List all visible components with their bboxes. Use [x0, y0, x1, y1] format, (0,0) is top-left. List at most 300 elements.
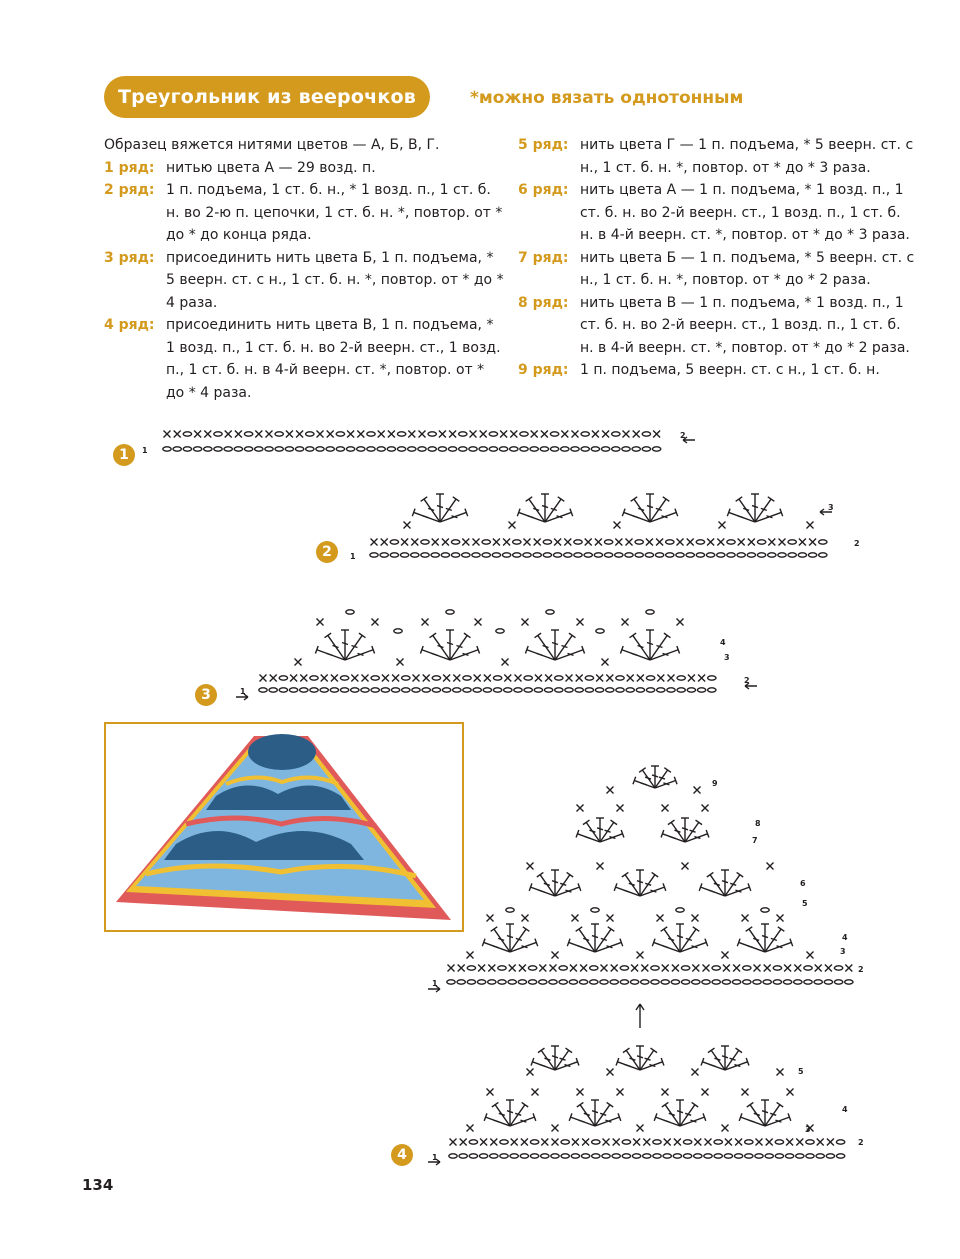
single-crochet [401, 539, 408, 546]
single-crochet [786, 1139, 793, 1146]
double-crochet-bar [515, 1113, 521, 1115]
single-crochet [643, 1139, 650, 1146]
chain-stitch [590, 966, 598, 970]
chain-stitch [469, 447, 477, 451]
chain-stitch [479, 1154, 487, 1158]
chain-stitch [571, 447, 579, 451]
single-crochet [422, 619, 429, 626]
chain-stitch [467, 966, 475, 970]
double-crochet-top [491, 927, 498, 932]
chain-stitch [390, 540, 398, 544]
chain-stitch [370, 553, 378, 557]
double-crochet-bar [631, 653, 637, 655]
single-crochet [617, 1089, 624, 1096]
double-crochet-top [746, 927, 753, 932]
double-crochet-bar [507, 936, 513, 938]
double-crochet-bar [592, 1111, 598, 1113]
chain-stitch [783, 980, 791, 984]
row-number: 4 [720, 638, 726, 647]
single-crochet [541, 431, 548, 438]
chain-stitch [630, 980, 638, 984]
double-crochet-top [430, 633, 437, 638]
chain-stitch [676, 553, 684, 557]
chain-stitch [646, 610, 654, 614]
chain-stitch [459, 1154, 467, 1158]
single-crochet [561, 431, 568, 438]
single-crochet [484, 675, 491, 682]
chain-stitch [540, 447, 548, 451]
double-crochet-top [526, 497, 533, 502]
chain-stitch [306, 447, 314, 451]
double-crochet-bar [579, 1120, 585, 1122]
chain-stitch [646, 688, 654, 692]
double-crochet-bar [494, 1120, 500, 1122]
row-label: 7 ряд: [518, 249, 569, 266]
single-crochet [467, 1125, 474, 1132]
chain-stitch [555, 688, 563, 692]
chain-stitch [269, 688, 277, 692]
double-crochet-bar [668, 938, 674, 940]
chain-stitch [686, 553, 694, 557]
single-crochet [742, 915, 749, 922]
double-crochet-top [608, 927, 615, 932]
double-crochet-bar [543, 645, 549, 647]
chain-stitch [595, 688, 603, 692]
single-crochet [295, 659, 302, 666]
chain-stitch [671, 980, 679, 984]
chain-stitch [265, 447, 273, 451]
double-crochet-top [538, 1048, 545, 1053]
chain-stitch [163, 447, 171, 451]
chain-stitch [585, 676, 593, 680]
single-crochet [413, 675, 420, 682]
single-crochet [664, 1139, 671, 1146]
chain-stitch [804, 966, 812, 970]
chain-stitch [367, 447, 375, 451]
chain-stitch [604, 540, 612, 544]
single-crochet [473, 539, 480, 546]
chain-stitch [346, 610, 354, 614]
chain-stitch [642, 447, 650, 451]
double-crochet-bar [730, 1058, 736, 1060]
row-text: нить цвета Б — 1 п. подъема, * 5 веерн. ст. с н., 1 ст. б. н. *, повтор. от * до * 2 раза. [580, 249, 915, 288]
chain-stitch [214, 432, 222, 436]
chain-stitch [377, 447, 385, 451]
chain-stitch [663, 1154, 671, 1158]
double-crochet-top [569, 633, 576, 638]
single-crochet [545, 675, 552, 682]
row-number: 2 [858, 965, 864, 974]
single-crochet [392, 675, 399, 682]
chain-stitch [651, 980, 659, 984]
single-crochet [467, 952, 474, 959]
row-number: 5 [802, 899, 808, 908]
row-text: нитью цвета А — 29 возд. п. [166, 159, 376, 176]
double-crochet-bar [670, 836, 676, 838]
chain-stitch [320, 688, 328, 692]
chain-stitch [645, 553, 653, 557]
double-crochet-bar [560, 883, 566, 885]
chain-stitch [590, 980, 598, 984]
double-crochet-top [610, 820, 617, 825]
chain-stitch [651, 966, 659, 970]
single-crochet [602, 659, 609, 666]
chain-stitch [743, 966, 751, 970]
chain-stitch [428, 447, 436, 451]
single-crochet [522, 619, 529, 626]
chain-stitch [422, 688, 430, 692]
chain-stitch [706, 553, 714, 557]
double-crochet-bar [752, 506, 758, 508]
single-crochet [738, 539, 745, 546]
single-crochet [164, 431, 171, 438]
single-crochet [439, 431, 446, 438]
single-crochet [631, 965, 638, 972]
single-crochet [827, 1139, 834, 1146]
chain-stitch [819, 553, 827, 557]
chain-stitch [763, 980, 771, 984]
chain-stitch [340, 676, 348, 680]
double-crochet-bar [578, 946, 584, 948]
chain-stitch [441, 553, 449, 557]
chain-stitch [520, 447, 528, 451]
chain-stitch [845, 980, 853, 984]
double-crochet-bar [326, 653, 332, 655]
double-crochet-bar [600, 1113, 606, 1115]
chain-stitch [612, 432, 620, 436]
chain-stitch [340, 688, 348, 692]
intro-text: Образец вяжется нитями цветов — А, Б, В, Г. [104, 137, 440, 153]
chain-stitch [652, 447, 660, 451]
double-crochet-bar [552, 1056, 558, 1058]
single-crochet [515, 675, 522, 682]
chain-stitch [745, 1140, 753, 1144]
chain-stitch [600, 980, 608, 984]
single-crochet [607, 1069, 614, 1076]
chain-stitch [510, 447, 518, 451]
single-crochet [582, 1139, 589, 1146]
chain-stitch [446, 610, 454, 614]
single-crochet [521, 1139, 528, 1146]
single-crochet [174, 431, 181, 438]
single-crochet [475, 619, 482, 626]
single-crochet [480, 1139, 487, 1146]
double-crochet-bar [645, 883, 651, 885]
single-crochet [450, 1139, 457, 1146]
section-title: Треугольник из веерочков [104, 76, 430, 118]
double-crochet-top [583, 820, 590, 825]
single-crochet [235, 431, 242, 438]
chain-stitch [594, 553, 602, 557]
double-crochet-bar [516, 938, 522, 940]
row-label: 2 ряд: [104, 182, 155, 198]
diagram-number-4: 4 [391, 1144, 413, 1166]
chain-stitch [336, 432, 344, 436]
double-crochet-bar [544, 883, 550, 885]
chain-stitch [571, 1154, 579, 1158]
chain-stitch [788, 553, 796, 557]
chain-stitch [677, 688, 685, 692]
double-crochet-bar [663, 946, 669, 948]
chain-stitch [816, 1154, 824, 1158]
chain-stitch [462, 553, 470, 557]
chain-stitch [625, 553, 633, 557]
single-crochet [637, 675, 644, 682]
diagram-number-2: 2 [316, 541, 338, 563]
chain-stitch [402, 676, 410, 680]
single-crochet [722, 1125, 729, 1132]
chain-stitch [543, 553, 551, 557]
single-crochet [570, 965, 577, 972]
single-crochet [719, 522, 726, 529]
chain-stitch [677, 676, 685, 680]
chain-stitch [592, 1140, 600, 1144]
single-crochet [404, 522, 411, 529]
chain-stitch [488, 980, 496, 984]
chain-stitch [492, 553, 500, 557]
single-crochet [692, 1069, 699, 1076]
chain-stitch [804, 980, 812, 984]
chain-stitch [336, 447, 344, 451]
row-text: нить цвета Г — 1 п. подъема, * 5 веерн. ст. с н., 1 ст. б. н. *, повтор. от * до * 3 раза. [580, 137, 914, 176]
chain-stitch [459, 432, 467, 436]
row-number: 4 [842, 1105, 848, 1114]
double-crochet-bar [749, 1120, 755, 1122]
double-crochet-bar [540, 1064, 546, 1066]
double-crochet-top [325, 633, 332, 638]
chain-stitch [412, 688, 420, 692]
double-crochet-bar [686, 938, 692, 940]
single-crochet [255, 431, 262, 438]
chain-stitch [326, 447, 334, 451]
chain-stitch [530, 1154, 538, 1158]
single-crochet [502, 659, 509, 666]
chain-stitch [806, 1140, 814, 1144]
double-crochet-top [664, 768, 671, 773]
chain-stitch [524, 676, 532, 680]
single-crochet [532, 1089, 539, 1096]
single-crochet [371, 539, 378, 546]
chain-stitch [745, 1154, 753, 1158]
single-crochet [674, 1139, 681, 1146]
single-crochet [606, 675, 613, 682]
chain-stitch [620, 980, 628, 984]
single-crochet [321, 675, 328, 682]
chain-stitch [702, 980, 710, 984]
chain-stitch [469, 1140, 477, 1144]
double-crochet-top [747, 1102, 754, 1107]
chain-stitch [592, 1154, 600, 1158]
single-crochet [290, 675, 297, 682]
single-crochet [204, 431, 211, 438]
double-crochet-bar [762, 1111, 768, 1113]
chain-stitch [569, 980, 577, 984]
double-crochet-bar [561, 645, 567, 647]
double-crochet-bar [446, 508, 452, 510]
single-crochet [603, 1139, 610, 1146]
chain-stitch [530, 447, 538, 451]
chain-stitch [591, 908, 599, 912]
row-text: нить цвета В — 1 п. подъема, * 1 возд. п., 1 ст. б. н. во 2-й веерн. ст., 1 возд. п., 1 ст. б. н. в 4-й веерн. ст. *, повтор. от * до * 2 раза. [580, 294, 910, 356]
single-crochet [777, 1069, 784, 1076]
chain-stitch [255, 447, 263, 451]
chain-stitch [666, 553, 674, 557]
double-crochet-bar [536, 653, 542, 655]
chain-stitch [657, 688, 665, 692]
double-crochet-bar [428, 508, 434, 510]
chain-stitch [541, 1154, 549, 1158]
single-crochet [490, 1139, 497, 1146]
double-crochet-bar [560, 1058, 566, 1060]
single-crochet [564, 539, 571, 546]
single-crochet [637, 952, 644, 959]
chain-stitch [279, 688, 287, 692]
chain-stitch [500, 1140, 508, 1144]
chain-stitch [508, 980, 516, 984]
single-crochet [633, 1139, 640, 1146]
chain-stitch [528, 966, 536, 970]
double-crochet-top [692, 1102, 699, 1107]
single-crochet [702, 1089, 709, 1096]
double-crochet-bar [743, 508, 749, 510]
row-number: 5 [798, 1067, 804, 1076]
chain-stitch [357, 447, 365, 451]
chain-stitch [553, 553, 561, 557]
chain-stitch [482, 540, 490, 544]
double-crochet-bar [539, 890, 545, 892]
chain-stitch [490, 1154, 498, 1158]
chain-stitch [550, 432, 558, 436]
single-crochet [270, 675, 277, 682]
single-crochet [626, 539, 633, 546]
chain-stitch [788, 540, 796, 544]
chain-stitch [814, 980, 822, 984]
single-crochet [717, 539, 724, 546]
chain-stitch [712, 966, 720, 970]
chain-stitch [612, 447, 620, 451]
double-crochet-bar [652, 775, 658, 777]
chain-stitch [514, 688, 522, 692]
chain-stitch [463, 688, 471, 692]
chain-stitch [259, 688, 267, 692]
row-number: 1 [350, 552, 356, 561]
double-crochet-bar [754, 1113, 760, 1115]
double-crochet-bar [528, 516, 534, 518]
double-crochet-top [522, 1102, 529, 1107]
diagram-number-1: 1 [113, 444, 135, 466]
chain-stitch [510, 1154, 518, 1158]
chain-stitch [391, 688, 399, 692]
double-crochet-bar [499, 1113, 505, 1115]
single-crochet [656, 539, 663, 546]
chain-stitch [550, 447, 558, 451]
double-crochet-bar [438, 645, 444, 647]
single-crochet [617, 805, 624, 812]
chain-stitch [451, 540, 459, 544]
single-crochet [766, 1139, 773, 1146]
chain-stitch [371, 676, 379, 680]
chain-stitch [428, 432, 436, 436]
double-crochet-top [565, 1048, 572, 1053]
row-number: 8 [755, 819, 761, 828]
chain-stitch [469, 1154, 477, 1158]
chain-stitch [483, 688, 491, 692]
double-crochet-bar [456, 645, 462, 647]
single-crochet [462, 539, 469, 546]
single-crochet [807, 952, 814, 959]
chain-stitch [472, 553, 480, 557]
single-crochet [809, 539, 816, 546]
chain-stitch [432, 688, 440, 692]
chain-stitch [622, 1140, 630, 1144]
double-crochet-top [359, 633, 366, 638]
single-crochet [694, 1139, 701, 1146]
single-crochet [682, 863, 689, 870]
chain-stitch [473, 688, 481, 692]
single-crochet [552, 952, 559, 959]
chain-stitch [244, 432, 252, 436]
chain-stitch [747, 553, 755, 557]
chain-stitch [704, 1154, 712, 1158]
single-crochet [653, 431, 660, 438]
single-crochet [408, 431, 415, 438]
page-number: 134 [82, 1176, 114, 1194]
single-crochet [576, 675, 583, 682]
double-crochet-bar [601, 938, 607, 940]
single-crochet [703, 965, 710, 972]
chain-stitch [397, 432, 405, 436]
single-crochet [357, 431, 364, 438]
double-crochet-top [492, 1102, 499, 1107]
single-crochet [511, 1139, 518, 1146]
single-crochet [646, 539, 653, 546]
chain-stitch [411, 553, 419, 557]
double-crochet-top [768, 497, 775, 502]
chain-stitch [724, 1154, 732, 1158]
single-crochet [266, 431, 273, 438]
chain-stitch [635, 540, 643, 544]
chain-stitch [778, 553, 786, 557]
row-number: 1 [432, 979, 438, 988]
double-crochet-bar [659, 777, 665, 779]
double-crochet-top [558, 497, 565, 502]
chain-stitch [697, 688, 705, 692]
double-crochet-bar [685, 1113, 691, 1115]
single-crochet [601, 965, 608, 972]
single-crochet [722, 952, 729, 959]
row-number: 6 [800, 879, 806, 888]
double-crochet-bar [647, 506, 653, 508]
single-crochet [331, 675, 338, 682]
double-crochet-bar [722, 881, 728, 883]
double-crochet-top [421, 497, 428, 502]
chain-stitch [622, 1154, 630, 1158]
chain-stitch [708, 688, 716, 692]
single-crochet [595, 539, 602, 546]
double-crochet-bar [722, 1056, 728, 1058]
single-crochet [432, 539, 439, 546]
double-crochet-top [537, 872, 544, 877]
double-crochet-bar [664, 1120, 670, 1122]
row-text: 1 п. подъема, 5 веерн. ст. с н., 1 ст. б. н. [580, 362, 880, 378]
double-crochet-top [535, 633, 542, 638]
single-crochet [825, 965, 832, 972]
single-crochet [527, 863, 534, 870]
single-crochet [577, 805, 584, 812]
double-crochet-top [639, 768, 646, 773]
chain-stitch [459, 447, 467, 451]
row-number: 3 [840, 947, 846, 956]
